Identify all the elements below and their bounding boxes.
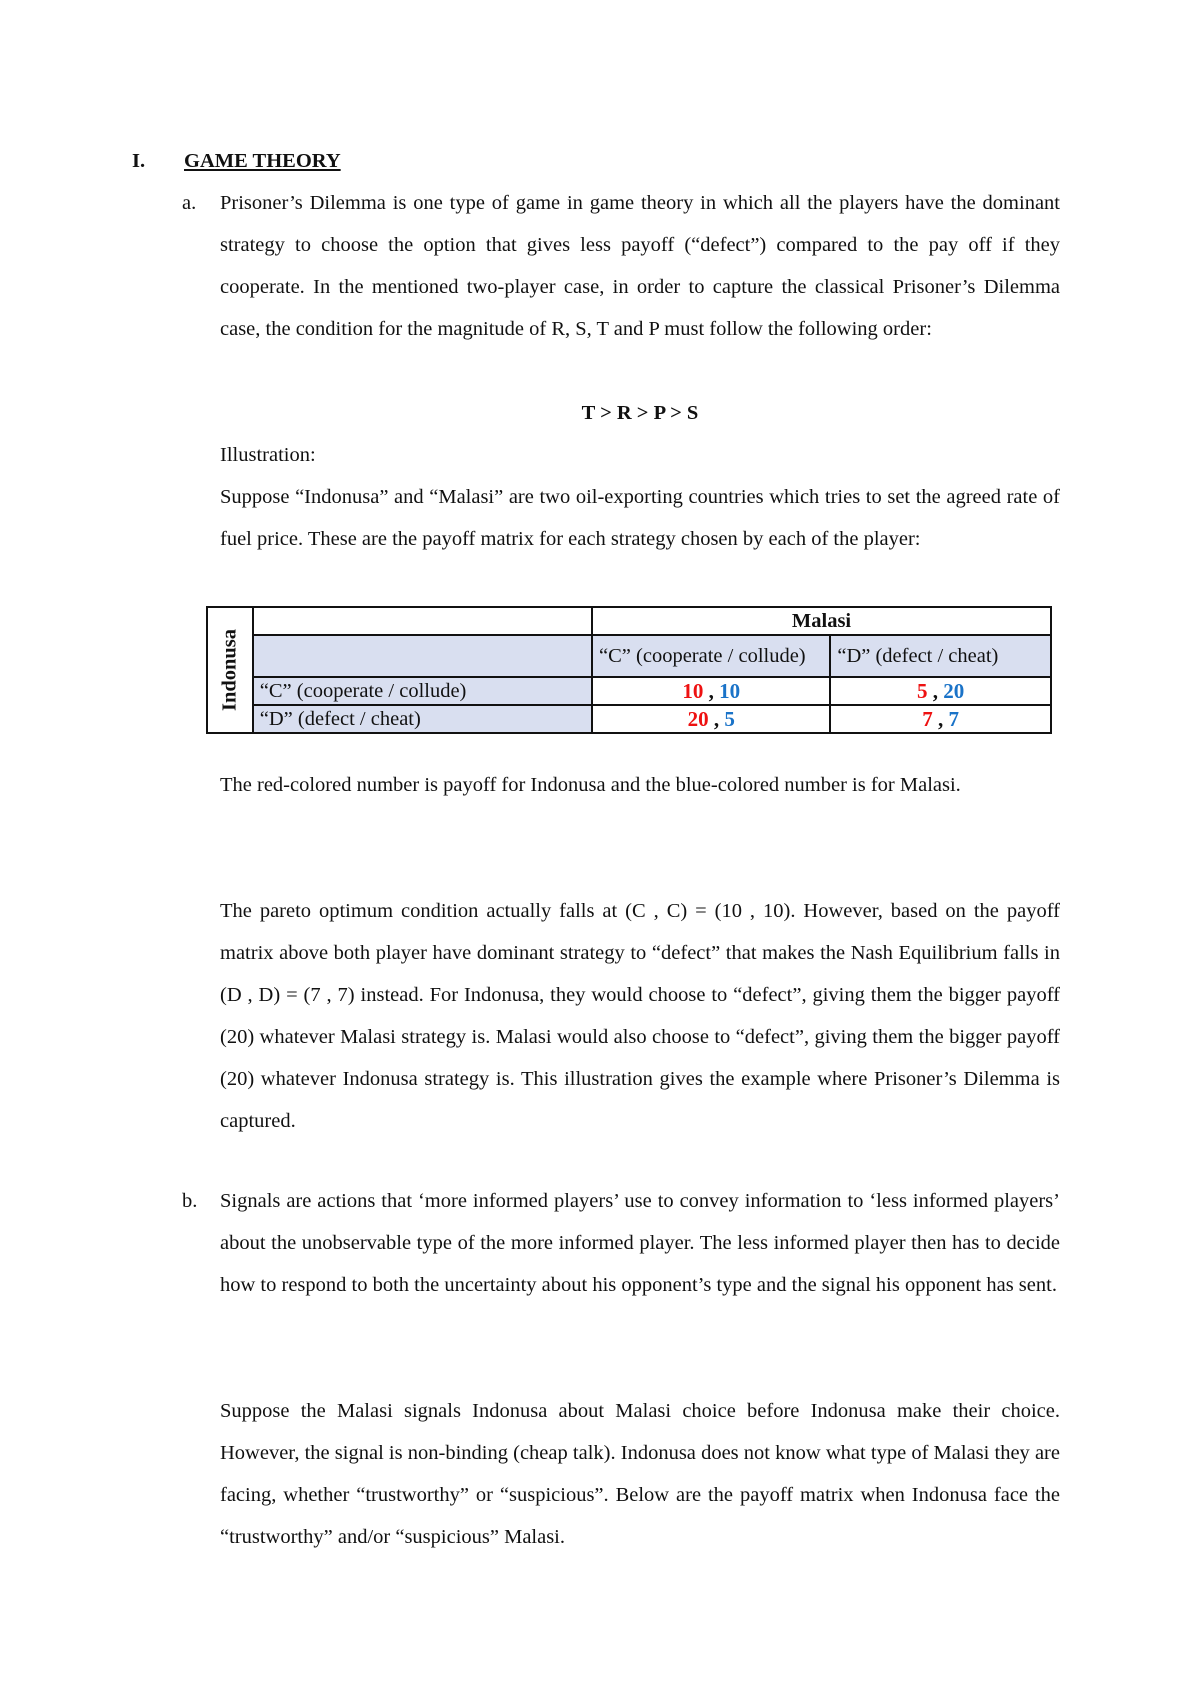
malasi-payoff: 20 xyxy=(943,678,965,703)
indonusa-payoff: 7 xyxy=(922,706,933,731)
payoff-separator: , xyxy=(713,706,720,731)
payoff-separator: , xyxy=(932,678,939,703)
payoff-cell-cd xyxy=(830,677,1051,705)
item-b-definition-text: Signals are actions that ‘more informed players’ use to convey information to ‘less informed players’ about the unobservable type of the more informed player. The less informed player then has to decide how to respond to both the uncertainty about his opponent’s type and the signal his opponent has sent. xyxy=(220,1190,1060,1296)
malasi-payoff: 5 xyxy=(724,706,735,731)
scenario-a: Suppose “Indonusa” and “Malasi” are two oil-exporting countries which tries to set the agreed rate of fuel price. These are the payoff matrix for each strategy chosen by each of the player: xyxy=(220,486,1060,550)
payoff-cell-dd xyxy=(830,705,1051,733)
formula: T > R > P > S xyxy=(581,402,699,424)
indonusa-payoff: 5 xyxy=(917,678,928,703)
item-b-marker: b. xyxy=(182,1190,198,1212)
row-player-cell xyxy=(207,607,253,733)
section-title: GAME THEORY xyxy=(184,150,341,172)
row-header-d: “D” (defect / cheat) xyxy=(253,705,592,733)
payoff-matrix xyxy=(206,606,1052,734)
blank-header xyxy=(253,635,592,677)
indonusa-payoff: 20 xyxy=(687,706,709,731)
blank-corner xyxy=(253,607,592,635)
row-header-c: “C” (cooperate / collude) xyxy=(253,677,592,705)
item-b-definition xyxy=(182,1180,1060,1306)
col-header-c: “C” (cooperate / collude) xyxy=(592,635,830,677)
malasi-payoff: 7 xyxy=(948,706,960,731)
item-a-intro xyxy=(182,182,1060,350)
illustration-label: Illustration: xyxy=(220,444,316,466)
row-player-label: Indonusa xyxy=(218,628,241,712)
section-number: I. xyxy=(132,150,146,172)
matrix-legend: The red-colored number is payoff for Indonusa and the blue-colored number is for Malasi. xyxy=(220,774,961,796)
item-b-scenario: Suppose the Malasi signals Indonusa about Malasi choice before Indonusa make their choice. However, the signal is non-binding (cheap talk). Indonusa does not know what type of Malasi they are facing, whether “trustworthy” or “suspicious”. Below are the payoff matrix when Indonusa face the “trustworthy” and/or “suspicious” Malasi. xyxy=(220,1400,1060,1548)
payoff-cell-dc xyxy=(592,705,830,733)
indonusa-payoff: 10 xyxy=(682,678,704,703)
analysis-paragraph: The pareto optimum condition actually falls at (C , C) = (10 , 10). However, based on the payoff matrix above both player have dominant strategy to “defect” that makes the Nash Equilibrium falls in (D , D) = (7 , 7) instead. For Indonusa, they would choose to “defect”, giving them the bigger payoff (20) whatever Malasi strategy is. Malasi would also choose to “defect”, giving them the bigger payoff (20) whatever Indonusa strategy is. This illustration gives the example where Prisoner’s Dilemma is captured. xyxy=(220,900,1060,1132)
malasi-payoff: 10 xyxy=(719,678,741,703)
item-a-intro-text: Prisoner’s Dilemma is one type of game in game theory in which all the players have the dominant strategy to choose the option that gives less payoff (“defect”) compared to the pay off if they cooperate. In the mentioned two-player case, in order to capture the classical Prisoner’s Dilemma case, the condition for the magnitude of R, S, T and P must follow the following order: xyxy=(220,192,1060,340)
column-player-label: Malasi xyxy=(592,607,1051,635)
payoff-cell-cc xyxy=(592,677,830,705)
payoff-separator: , xyxy=(708,678,714,703)
item-a-marker: a. xyxy=(182,192,197,214)
col-header-d: “D” (defect / cheat) xyxy=(830,635,1051,677)
payoff-separator: , xyxy=(938,706,944,731)
